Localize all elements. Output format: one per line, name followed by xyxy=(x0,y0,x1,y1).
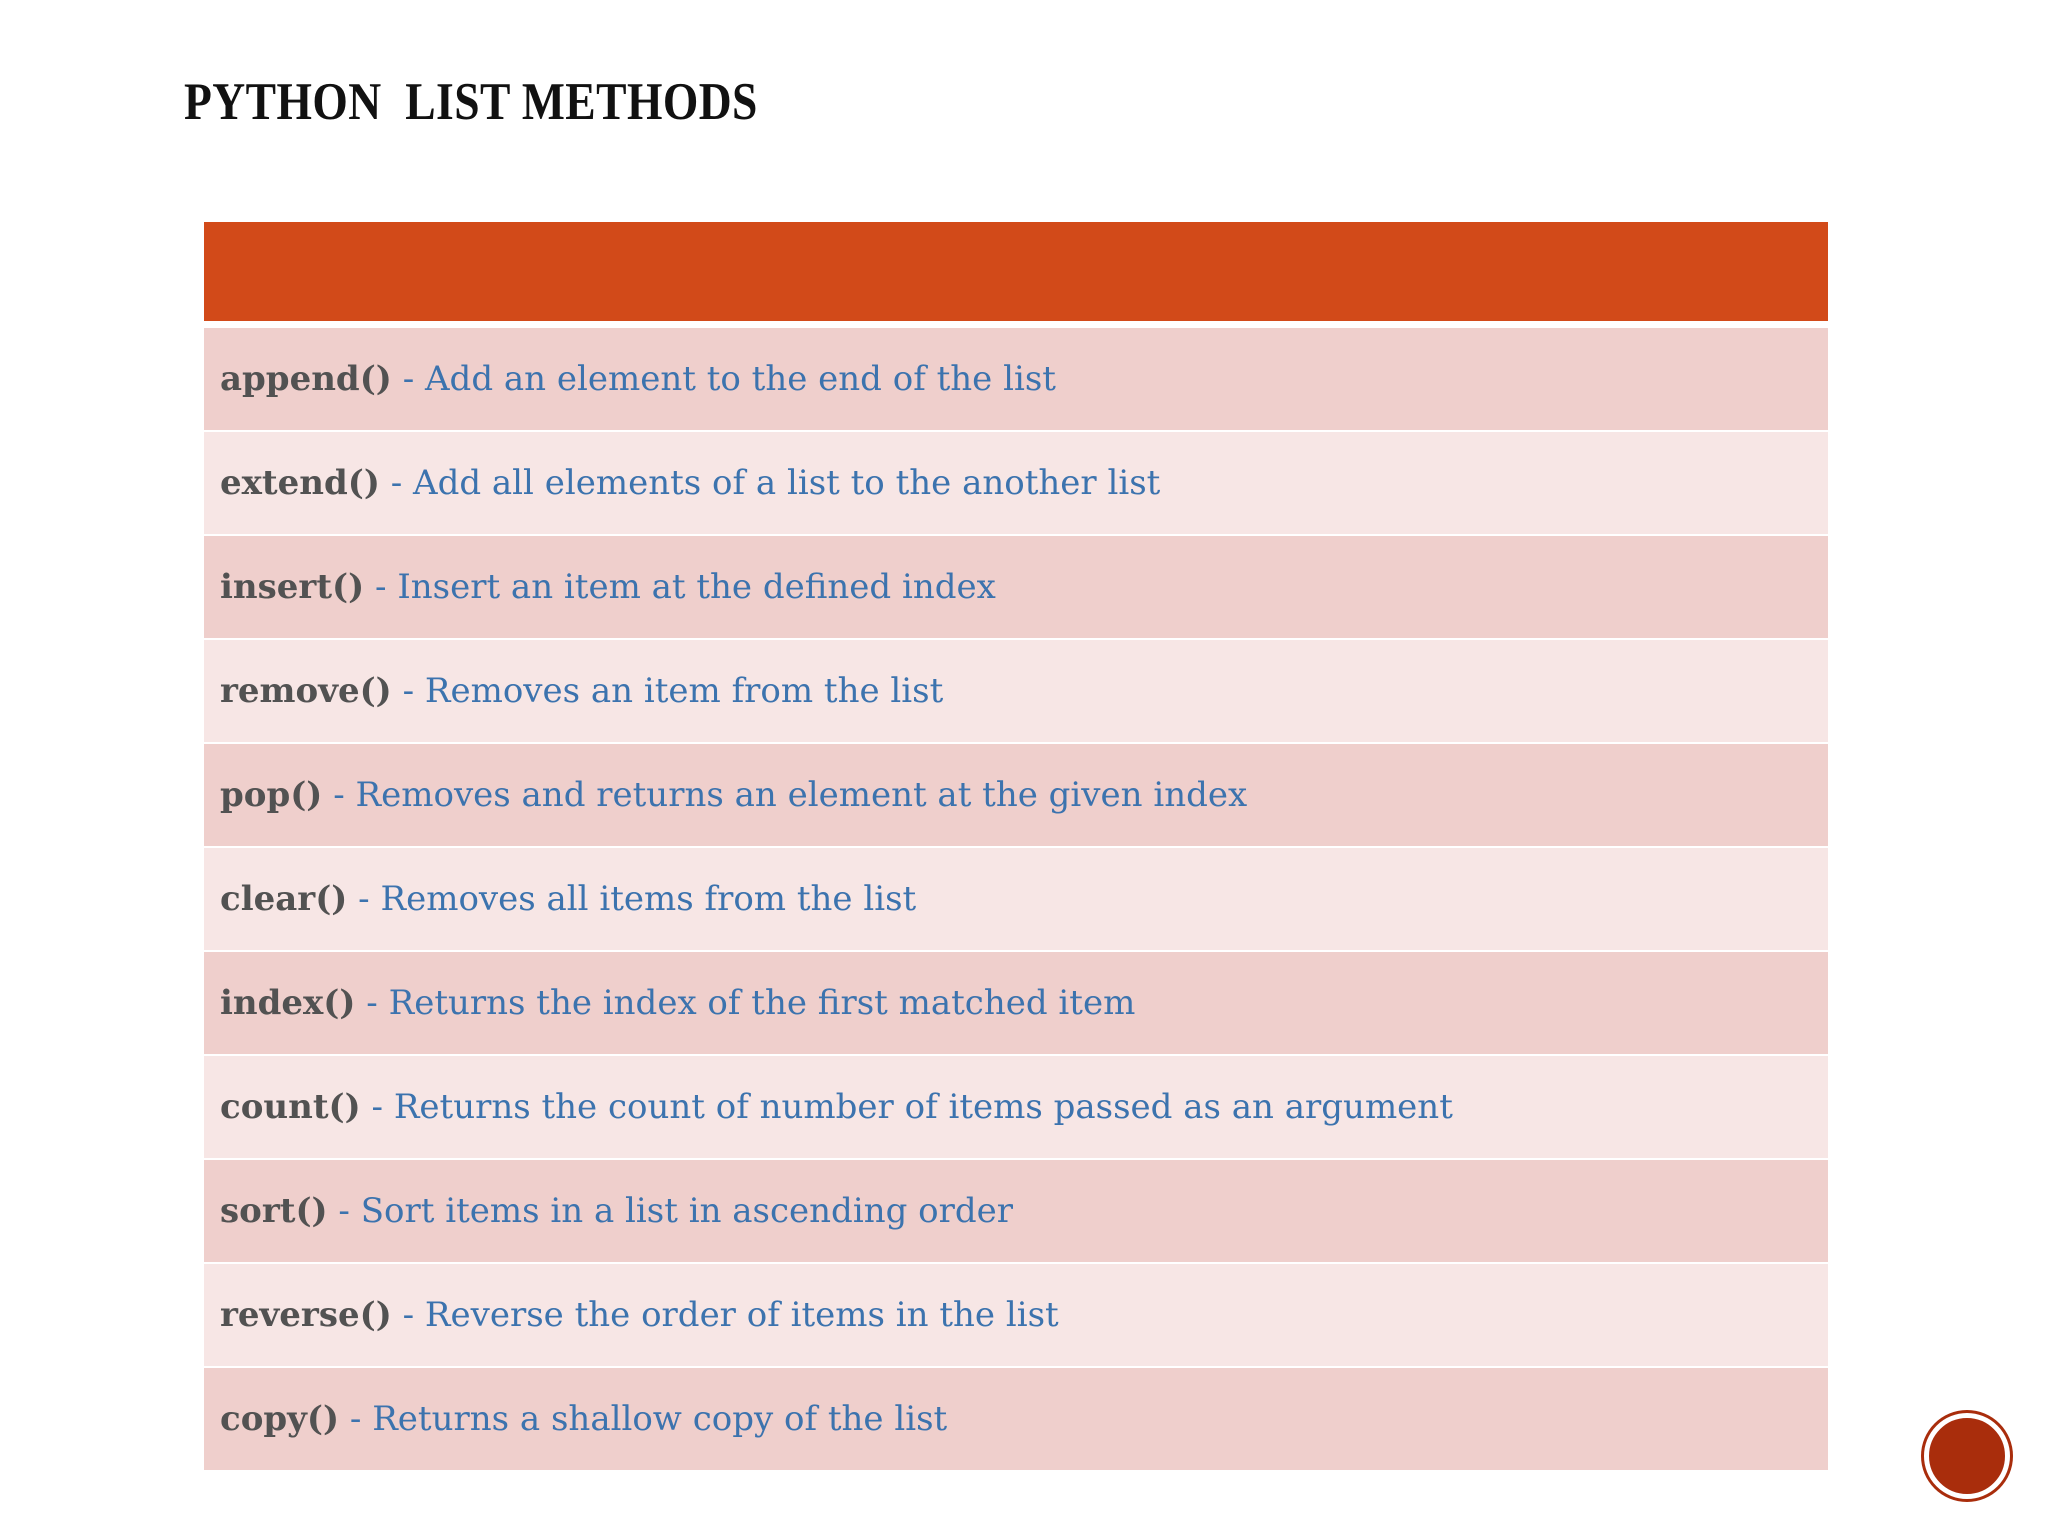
method-separator: - xyxy=(355,983,389,1023)
method-separator: - xyxy=(322,775,356,815)
method-separator: - xyxy=(391,671,425,711)
method-name: insert() xyxy=(220,567,365,607)
method-name: copy() xyxy=(220,1399,340,1439)
table-row xyxy=(204,952,1828,1056)
slide-corner-badge xyxy=(1924,1413,2010,1499)
slide-title: PYTHON LIST METHODS xyxy=(184,73,758,131)
method-name: count() xyxy=(220,1087,361,1127)
method-separator: - xyxy=(339,1399,373,1439)
table-row xyxy=(204,1264,1828,1368)
method-description: Add all elements of a list to the another list xyxy=(413,463,1161,503)
method-description: Removes and returns an element at the given index xyxy=(355,775,1248,815)
method-description: Reverse the order of items in the list xyxy=(424,1295,1059,1335)
method-separator: - xyxy=(347,879,381,919)
method-description: Removes all items from the list xyxy=(380,879,917,919)
method-name: extend() xyxy=(220,463,380,503)
table-row xyxy=(204,328,1828,432)
method-name: append() xyxy=(220,359,392,399)
method-description: Add an element to the end of the list xyxy=(425,359,1056,399)
table-row xyxy=(204,536,1828,640)
method-description: Insert an item at the defined index xyxy=(397,567,996,607)
method-name: remove() xyxy=(220,671,392,711)
method-separator: - xyxy=(327,1191,361,1231)
method-description: Removes an item from the list xyxy=(424,671,944,711)
method-name: index() xyxy=(220,983,356,1023)
table-row xyxy=(204,1368,1828,1472)
method-name: sort() xyxy=(220,1191,328,1231)
table-header xyxy=(204,222,1828,328)
method-description: Returns the index of the first matched item xyxy=(388,983,1136,1023)
table-row xyxy=(204,744,1828,848)
method-description: Returns a shallow copy of the list xyxy=(372,1399,948,1439)
method-separator: - xyxy=(391,359,425,399)
table-row xyxy=(204,1160,1828,1264)
table-row xyxy=(204,640,1828,744)
table-row xyxy=(204,848,1828,952)
method-name: pop() xyxy=(220,775,323,815)
method-separator: - xyxy=(360,1087,394,1127)
method-description: Returns the count of number of items passed as an argument xyxy=(393,1087,1453,1127)
table-row xyxy=(204,1056,1828,1160)
method-separator: - xyxy=(391,1295,425,1335)
table-row xyxy=(204,432,1828,536)
method-description: Sort items in a list in ascending order xyxy=(360,1191,1014,1231)
method-name: clear() xyxy=(220,879,348,919)
methods-table xyxy=(204,222,1828,1472)
method-name: reverse() xyxy=(220,1295,392,1335)
method-separator: - xyxy=(364,567,398,607)
method-separator: - xyxy=(379,463,414,503)
